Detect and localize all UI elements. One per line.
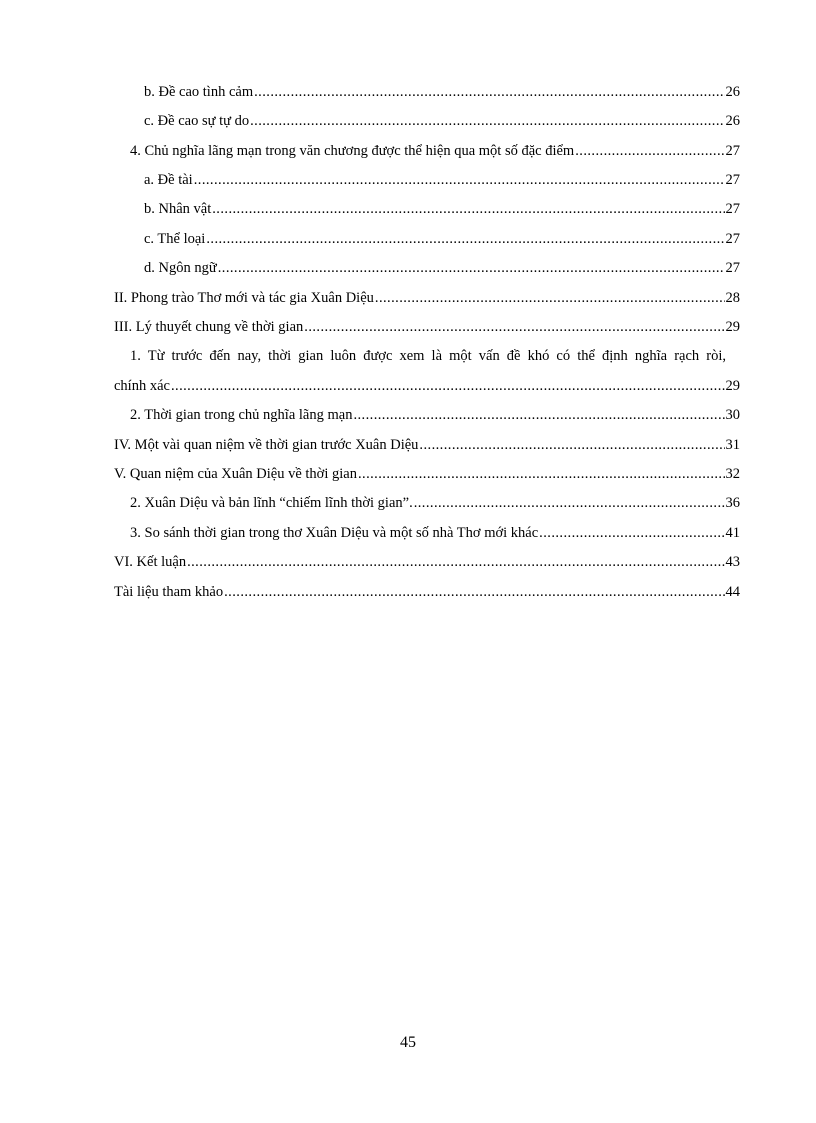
toc-entry bbox=[114, 578, 740, 607]
dot-leader bbox=[419, 431, 724, 460]
toc-entry-label: c. Thể loại bbox=[144, 231, 206, 247]
toc-entry bbox=[114, 254, 740, 283]
toc-entry-label: II. Phong trào Thơ mới và tác gia Xuân Diệu bbox=[114, 290, 374, 306]
dot-leader bbox=[414, 489, 725, 518]
toc-entry bbox=[114, 431, 740, 460]
toc-entry-page: 27 bbox=[725, 201, 740, 217]
dot-leader bbox=[304, 313, 724, 342]
toc-entry bbox=[114, 166, 740, 195]
toc-entry-label: 4. Chủ nghĩa lãng mạn trong văn chương được thể hiện qua một số đặc điểm bbox=[130, 143, 575, 159]
toc-entry-page: 44 bbox=[725, 584, 740, 600]
toc-entry-page: 26 bbox=[725, 113, 740, 129]
toc-entry bbox=[114, 78, 740, 107]
toc-entry-page: 31 bbox=[725, 437, 740, 453]
toc-entry-page: 26 bbox=[725, 84, 740, 100]
toc-entry-page: 27 bbox=[725, 143, 740, 159]
toc-entry bbox=[114, 460, 740, 489]
toc-entry bbox=[114, 195, 740, 224]
dot-leader bbox=[250, 107, 724, 136]
toc-entry-label: d. Ngôn ngữ bbox=[144, 260, 217, 276]
toc-entry-label: b. Nhân vật bbox=[144, 201, 212, 217]
toc-entry-label: 3. So sánh thời gian trong thơ Xuân Diệu và một số nhà Thơ mới khác bbox=[130, 525, 539, 541]
toc-entry-label: V. Quan niệm của Xuân Diệu về thời gian bbox=[114, 466, 357, 482]
toc-entry-label: IV. Một vài quan niệm về thời gian trước Xuân Diệu bbox=[114, 437, 419, 453]
dot-leader bbox=[212, 195, 724, 224]
toc-entry bbox=[114, 284, 740, 313]
toc-entry-page: 32 bbox=[725, 466, 740, 482]
toc-entry-label: 2. Xuân Diệu và bản lĩnh “chiếm lĩnh thời gian”. bbox=[130, 495, 413, 511]
dot-leader bbox=[254, 78, 724, 107]
toc-entry bbox=[114, 313, 740, 342]
dot-leader bbox=[187, 548, 724, 577]
page-number: 45 bbox=[400, 1034, 416, 1051]
toc-entry-label: VI. Kết luận bbox=[114, 554, 187, 570]
toc-entry-page: 29 bbox=[725, 319, 740, 335]
toc-entry bbox=[114, 401, 740, 430]
toc-entry bbox=[114, 548, 740, 577]
dot-leader bbox=[224, 578, 724, 607]
toc-entry-page: 30 bbox=[725, 407, 740, 423]
toc-entry bbox=[114, 489, 740, 518]
dot-leader bbox=[539, 519, 724, 548]
toc-entry-page: 27 bbox=[725, 172, 740, 188]
toc-entry-page: 27 bbox=[725, 260, 740, 276]
dot-leader bbox=[206, 225, 724, 254]
toc-entry-label: chính xác bbox=[114, 378, 170, 394]
toc-entry-label: III. Lý thuyết chung về thời gian bbox=[114, 319, 304, 335]
dot-leader bbox=[171, 372, 725, 401]
toc-entry-page: 27 bbox=[725, 231, 740, 247]
toc-entry-label: 2. Thời gian trong chủ nghĩa lãng mạn bbox=[130, 407, 353, 423]
dot-leader bbox=[358, 460, 725, 489]
toc-entry bbox=[114, 107, 740, 136]
toc-entry-label: Tài liệu tham khảo bbox=[114, 584, 224, 600]
toc-entry bbox=[114, 519, 740, 548]
toc-entry-label: a. Đề tài bbox=[144, 172, 193, 188]
toc-entry bbox=[114, 137, 740, 166]
toc-entry-label: b. Đề cao tình cảm bbox=[144, 84, 254, 100]
dot-leader bbox=[375, 284, 725, 313]
toc-entry bbox=[114, 225, 740, 254]
toc-entry bbox=[114, 372, 740, 401]
toc-entry-page: 41 bbox=[725, 525, 740, 541]
toc-entry-label: c. Đề cao sự tự do bbox=[144, 113, 250, 129]
toc-entry-page: 43 bbox=[725, 554, 740, 570]
toc-entry-first-line: 1. Từ trước đến nay, thời gian luôn được xem là một vấn đề khó có thể định nghĩa rạch ròi, bbox=[130, 348, 726, 364]
dot-leader bbox=[218, 254, 725, 283]
dot-leader bbox=[194, 166, 725, 195]
toc-entry-page: 28 bbox=[725, 290, 740, 306]
dot-leader bbox=[353, 401, 724, 430]
toc-entry-page: 36 bbox=[725, 495, 740, 511]
toc-entry-page: 29 bbox=[725, 378, 740, 394]
dot-leader bbox=[575, 137, 724, 166]
